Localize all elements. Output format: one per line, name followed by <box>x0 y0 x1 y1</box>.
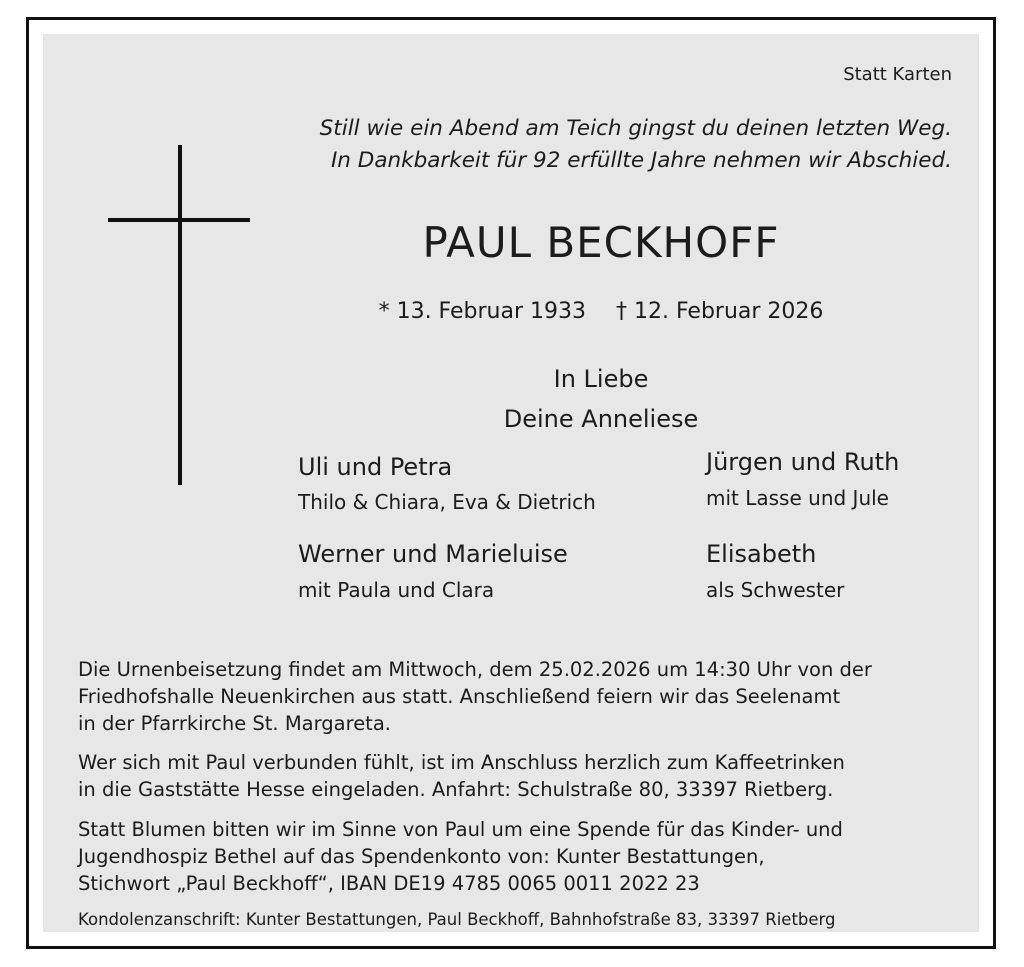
birth-date: * 13. Februar 1933 <box>378 299 586 324</box>
family-sub: mit Paula und Clara <box>298 578 495 602</box>
condolence-address: Kondolenzanschrift: Kunter Bestattungen, Paul Beckhoff, Bahnhofstraße 83, 33397 Rietberg <box>78 910 836 929</box>
paragraph-coffee: Wer sich mit Paul verbunden fühlt, ist im Anschluss herzlich zum Kaffeetrinken in die Gaststätte Hesse eingeladen. Anfahrt: Schulstraße 80, 33397 Rietberg. <box>78 751 845 801</box>
obituary-frame <box>26 17 996 949</box>
obituary-panel <box>43 34 979 932</box>
family-sub: Thilo & Chiara, Eva & Dietrich <box>298 490 596 514</box>
paragraph-donation: Statt Blumen bitten wir im Sinne von Paul um eine Spende für das Kinder- und Jugendhospiz Bethel auf das Spendenkonto von: Kunter Bestattungen, Stichwort „Paul Beckhoff“, IBAN DE19 4785 0065 0011 2022 23 <box>78 818 843 895</box>
quote-line-1: Still wie ein Abend am Teich gingst du deinen letzten Weg. <box>319 116 952 141</box>
family-name: Uli und Petra <box>298 453 453 481</box>
paragraph-burial: Die Urnenbeisetzung findet am Mittwoch, dem 25.02.2026 um 14:30 Uhr von der Friedhofshalle Neuenkirchen aus statt. Anschließend feiern wir das Seelenamt in der Pfarrkirche St. Margareta. <box>78 658 872 735</box>
family-sub: mit Lasse und Jule <box>706 486 889 510</box>
family-name: Jürgen und Ruth <box>706 448 900 476</box>
death-date: † 12. Februar 2026 <box>616 299 824 324</box>
cross-icon <box>178 145 182 485</box>
quote-line-2: In Dankbarkeit für 92 erfüllte Jahre nehmen wir Abschied. <box>330 148 952 173</box>
deceased-name: PAUL BECKHOFF <box>422 218 780 267</box>
family-name: Elisabeth <box>706 540 817 568</box>
life-dates <box>223 299 979 324</box>
spouse-line-1: In Liebe <box>553 365 649 393</box>
family-name: Werner und Marieluise <box>298 540 568 568</box>
family-sub: als Schwester <box>706 578 845 602</box>
spouse-line-2: Deine Anneliese <box>503 405 699 433</box>
statt-karten-note: Statt Karten <box>843 64 952 85</box>
